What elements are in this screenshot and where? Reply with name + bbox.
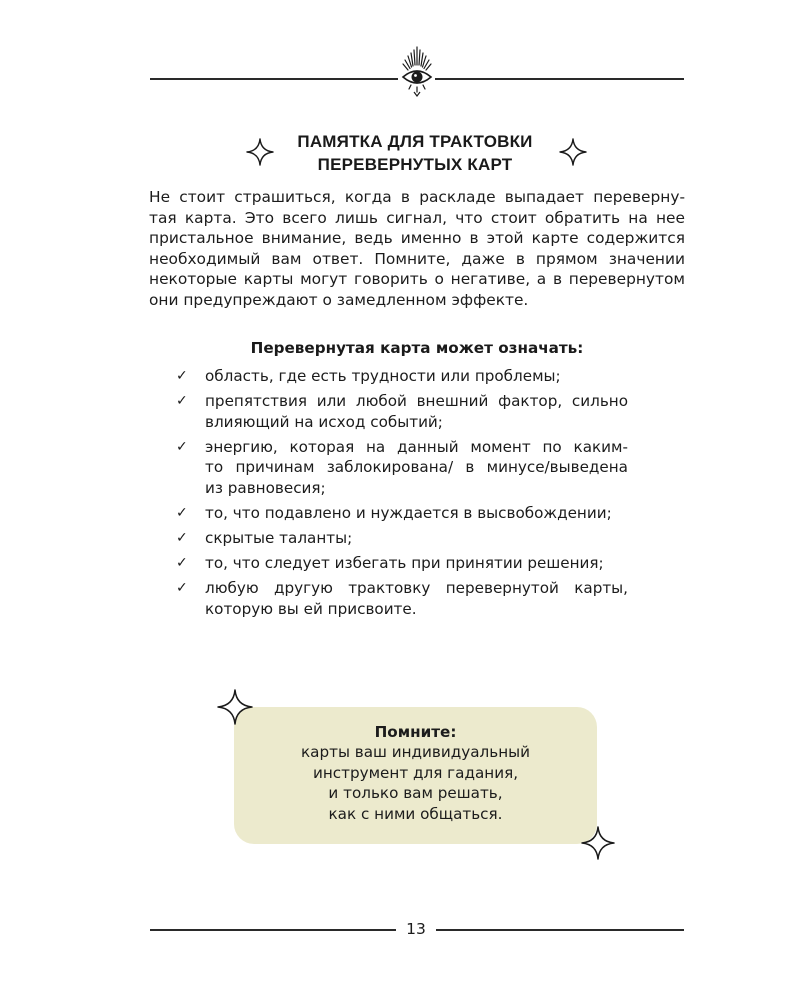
list-item	[176, 366, 628, 387]
list-item-line: то, что следует избегать при принятии решения;	[205, 554, 604, 573]
reminder-line: инструмент для гадания,	[312, 763, 519, 782]
intro-paragraph	[149, 187, 685, 311]
four-point-star-icon	[580, 825, 616, 861]
four-point-star-icon	[558, 137, 588, 167]
list-item-line: препятствия или любой внешний фактор, сильно	[205, 392, 628, 411]
list-item	[176, 578, 628, 619]
footer-rule-right	[436, 929, 684, 931]
list-heading: Перевернутая карта может означать:	[250, 339, 584, 357]
checkmark-icon: ✓	[176, 393, 188, 410]
reminder-line: и только вам решать,	[328, 784, 503, 803]
meaning-list	[176, 366, 628, 624]
list-item-line: любую другую трактовку перевернутой карты,	[205, 579, 628, 598]
list-item	[176, 503, 628, 524]
header-rule-right	[435, 78, 684, 80]
checkmark-icon: ✓	[176, 555, 188, 572]
header-rule-left	[150, 78, 398, 80]
list-item-line: влияющий на исход событий;	[205, 412, 443, 431]
intro-line: некоторые карты могут говорить о негативе, а в перевернутом	[149, 270, 685, 289]
intro-line: тая карта. Это всего лишь сигнал, что стоит обратить на нее	[149, 208, 685, 227]
list-item-line: то причинам заблокирована/ в минусе/выведена	[205, 458, 628, 477]
list-item-line: энергию, которая на данный момент по каким-	[205, 437, 628, 456]
intro-line: Не стоит страшиться, когда в раскладе выпадает переверну-	[149, 188, 685, 206]
intro-line: пристальное внимание, ведь именно в этой карте содержится	[149, 229, 685, 248]
page-number: 13	[406, 920, 426, 938]
reminder-line: как с ними общаться.	[328, 804, 503, 823]
checkmark-icon: ✓	[176, 438, 188, 455]
list-item-line: из равновесия;	[205, 478, 326, 497]
checkmark-icon: ✓	[176, 505, 188, 522]
footer-rule-left	[150, 929, 396, 931]
list-item-line: область, где есть трудности или проблемы;	[205, 367, 561, 385]
list-item-line: скрытые таланты;	[205, 529, 353, 548]
intro-line: необходимый вам ответ. Помните, даже в прямом значении	[149, 249, 685, 268]
page-title	[250, 130, 580, 176]
title-line-1: ПАМЯТКА ДЛЯ ТРАКТОВКИ	[297, 132, 533, 151]
reminder-heading: Помните:	[374, 723, 457, 741]
all-seeing-eye-icon	[397, 45, 437, 97]
reminder-line: карты ваш индивидуальный	[300, 743, 530, 762]
list-item-line: которую вы ей присвоите.	[205, 599, 417, 618]
checkmark-icon: ✓	[176, 580, 188, 597]
checkmark-icon: ✓	[176, 368, 188, 384]
list-item	[176, 528, 628, 549]
checkmark-icon: ✓	[176, 530, 188, 547]
reminder-text	[234, 722, 597, 824]
list-item	[176, 391, 628, 432]
list-item	[176, 553, 628, 574]
list-item	[176, 437, 628, 499]
intro-line: они предупреждают о замедленном эффекте.	[149, 290, 529, 309]
list-item-line: то, что подавлено и нуждается в высвобождении;	[205, 504, 612, 523]
four-point-star-icon	[216, 688, 254, 726]
title-line-2: ПЕРЕВЕРНУТЫХ КАРТ	[317, 155, 513, 174]
